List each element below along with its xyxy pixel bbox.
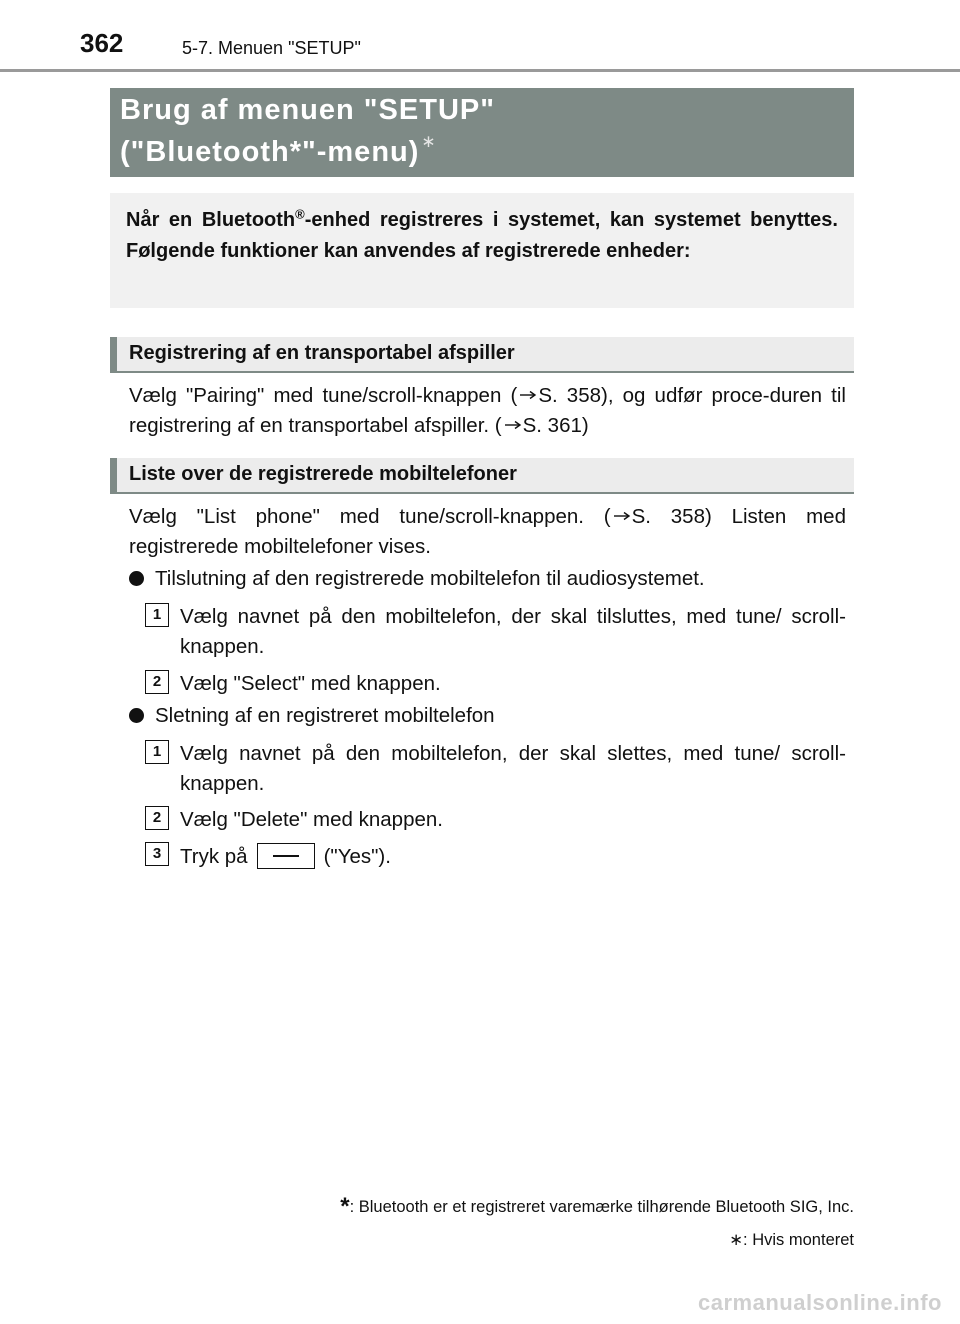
intro-text [126, 205, 838, 267]
intro-box [110, 193, 854, 308]
step-text: Vælg navnet på den mobiltelefon, der skal tilsluttes, med tune/ scroll-knappen. [180, 605, 846, 658]
page-number: 362 [80, 28, 124, 58]
title-line-1: Brug af menuen "SETUP" [120, 94, 495, 126]
section-heading-registration-text: Registrering af en transportabel afspiller [129, 342, 515, 364]
step-number: 3 [145, 842, 169, 866]
registered-mark: ® [295, 206, 305, 222]
footnote-star: * [340, 1193, 350, 1220]
bullet-delete-text: Sletning af en registreret mobiltelefon [155, 704, 495, 727]
section-heading-phone-list-text: Liste over de registrerede mobiltelefoner [129, 463, 517, 485]
page-header [0, 0, 960, 72]
step-text-before: Tryk på [180, 845, 248, 868]
bullet-dot-icon [129, 708, 144, 723]
header-rule [0, 69, 960, 72]
title-box [110, 88, 854, 177]
registration-text-a: Vælg "Pairing" med tune/scroll-knappen ( [129, 384, 518, 407]
bullet-connect-text: Tilslutning af den registrerede mobiltelefon til audiosystemet. [155, 567, 705, 590]
section-heading-registration [110, 337, 854, 373]
phone-list-text-a: Vælg "List phone" med tune/scroll-knappen. ( [129, 505, 611, 528]
step-number: 2 [145, 670, 169, 694]
intro-part-2: -enhed registreres i systemet, kan systemet benyttes. Følgende funktioner kan anvendes af registrerede enheder: [126, 209, 838, 262]
phone-list-text-b: S. 358) Listen med registrerede mobiltelefoner vises. [129, 505, 846, 558]
footnote-marker: ∗ [729, 1231, 744, 1249]
registration-text-b: S. 358), og udfør proce-duren til registrering af en transportabel afspiller. ( [129, 384, 846, 437]
bullet-connect [129, 564, 705, 594]
intro-part-1: Når en Bluetooth [126, 209, 296, 231]
section-heading-phone-list [110, 458, 854, 494]
step-number: 1 [145, 740, 169, 764]
step-text [180, 842, 846, 872]
title-line-2 [120, 132, 437, 169]
bullet-dot-icon [129, 571, 144, 586]
footnote-trademark [340, 1193, 854, 1221]
phone-list-paragraph [129, 502, 846, 562]
registration-paragraph [129, 381, 846, 441]
arrow-right-icon [613, 511, 631, 521]
footnote-if-equipped-text: : Hvis monteret [743, 1231, 854, 1249]
watermark: carmanualsonline.info [698, 1290, 942, 1315]
bullet-delete [129, 701, 495, 731]
step-text: Vælg "Select" med knappen. [180, 672, 441, 695]
title-marker: ∗ [421, 132, 437, 151]
footnote-if-equipped [729, 1230, 854, 1250]
footnote-trademark-text: : Bluetooth er et registreret varemærke tilhørende Bluetooth SIG, Inc. [349, 1198, 854, 1216]
step-text-after: ("Yes"). [323, 845, 391, 868]
step-number: 1 [145, 603, 169, 627]
yes-button-icon [257, 843, 315, 869]
title-line-2-text: ("Bluetooth*"-menu) [120, 136, 420, 168]
arrow-right-icon [519, 390, 537, 400]
step-text: Vælg "Delete" med knappen. [180, 808, 443, 831]
arrow-right-icon [504, 420, 522, 430]
chapter-label: 5-7. Menuen "SETUP" [182, 38, 361, 58]
step-number: 2 [145, 806, 169, 830]
step-text: Vælg navnet på den mobiltelefon, der skal slettes, med tune/ scroll-knappen. [180, 742, 846, 795]
registration-text-c: S. 361) [522, 414, 589, 437]
